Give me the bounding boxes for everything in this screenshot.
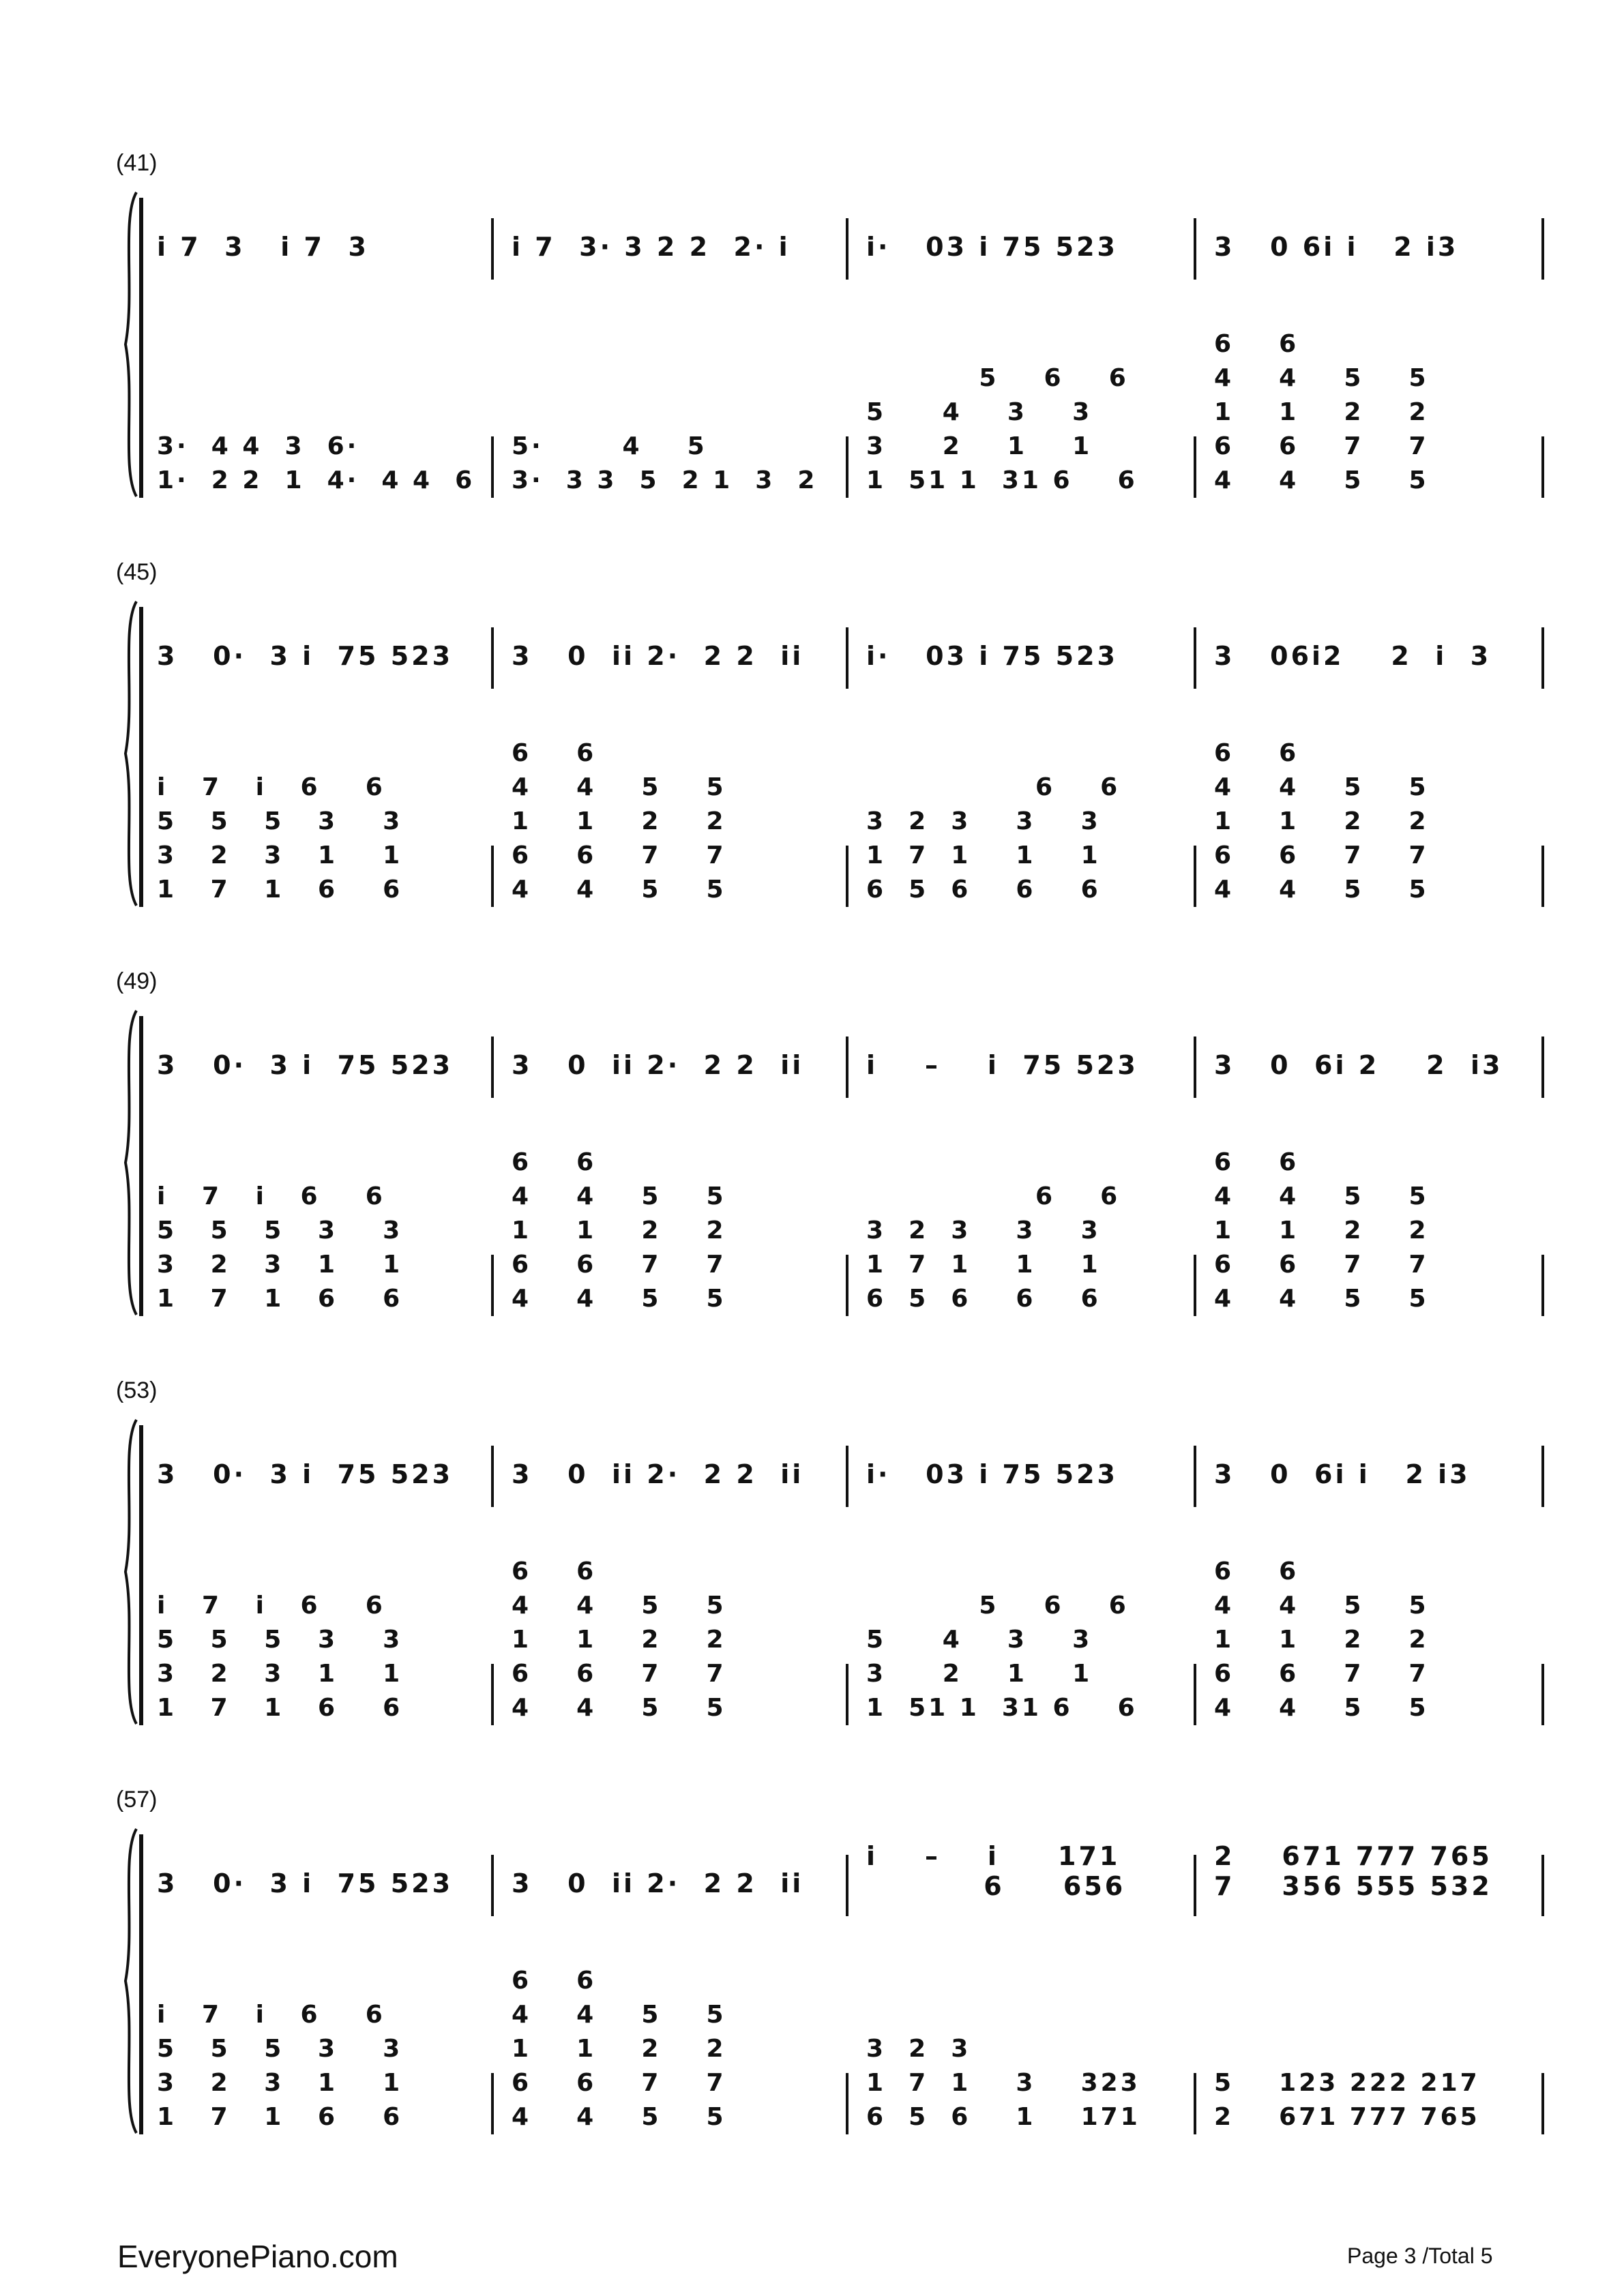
measure-number: (45)	[116, 559, 158, 585]
measure-notes: 6 6 3 2 3 3 3 1 7 1 1 1 6 5 6 6 6	[866, 1182, 1121, 1313]
barline	[846, 1855, 848, 1916]
measure-number: (49)	[116, 968, 158, 994]
measure-notes: i – i 171 6 656	[866, 1841, 1126, 1901]
right-hand-staff	[150, 1841, 1514, 1930]
barline	[846, 436, 848, 498]
music-system	[109, 150, 1521, 511]
measure-notes: i 7 i 6 6 5 5 5 3 3 3 2 3 1 1 1 7 1 6 6	[157, 773, 403, 904]
measure-notes: 6 6 4 4 5 5 1 1 2 2 6 6 7 7 4 4 5 5	[1214, 739, 1429, 904]
page-number: Page 3 /Total 5	[1347, 2243, 1493, 2268]
measure-notes: 6 6 3 2 3 3 3 1 7 1 1 1 6 5 6 6 6	[866, 773, 1121, 904]
measure-notes: 5 6 6 5 4 3 3 3 2 1 1 1 51 1 31 6 6	[866, 1592, 1138, 1722]
music-system	[109, 968, 1521, 1330]
barline	[1194, 218, 1196, 280]
system-bracket-line	[139, 1834, 143, 2134]
right-hand-staff	[150, 627, 1514, 702]
left-hand-staff	[150, 1548, 1514, 1725]
measure-notes: 3 0 6i i 2 i3	[1214, 1459, 1471, 1489]
left-hand-staff	[150, 730, 1514, 907]
measure-notes: i 7 i 6 6 5 5 5 3 3 3 2 3 1 1 1 7 1 6 6	[157, 1592, 403, 1722]
barline	[1194, 627, 1196, 689]
barline	[491, 218, 494, 280]
measure-notes: 6 6 4 4 5 5 1 1 2 2 6 6 7 7 4 4 5 5	[512, 1557, 726, 1722]
barline	[491, 1855, 494, 1916]
measure-notes: 6 6 4 4 5 5 1 1 2 2 6 6 7 7 4 4 5 5	[512, 1967, 726, 2131]
grand-staff-brace	[116, 1828, 141, 2134]
measure-notes: 6 6 4 4 5 5 1 1 2 2 6 6 7 7 4 4 5 5	[1214, 1148, 1429, 1313]
barline	[1194, 1255, 1196, 1316]
system-bracket-line	[139, 1016, 143, 1316]
right-hand-staff	[150, 218, 1514, 293]
measure-number: (53)	[116, 1377, 158, 1403]
barline	[846, 1255, 848, 1316]
right-hand-staff	[150, 1446, 1514, 1521]
measure-notes: 3 0 ii 2· 2 2 ii	[512, 1459, 804, 1489]
barline	[1194, 1664, 1196, 1725]
measure-notes: 3 0· 3 i 75 523	[157, 641, 454, 671]
right-hand-staff	[150, 1037, 1514, 1112]
barline	[1541, 846, 1544, 907]
measure-notes: 6 6 4 4 5 5 1 1 2 2 6 6 7 7 4 4 5 5	[1214, 330, 1429, 494]
barline	[491, 627, 494, 689]
music-system	[109, 1377, 1521, 1739]
barline	[1194, 1855, 1196, 1916]
barline	[1194, 436, 1196, 498]
barline	[491, 1255, 494, 1316]
barline	[846, 2073, 848, 2134]
barline	[1541, 1255, 1544, 1316]
barline	[491, 1664, 494, 1725]
measure-notes: 5· 4 5 3· 3 3 5 2 1 3 2	[512, 432, 818, 494]
barline	[1541, 2073, 1544, 2134]
barline	[491, 1446, 494, 1507]
grand-staff-brace	[116, 1418, 141, 1725]
barline	[1541, 436, 1544, 498]
barline	[491, 2073, 494, 2134]
system-bracket-line	[139, 607, 143, 907]
barline	[846, 627, 848, 689]
measure-notes: 3 0 6i i 2 i3	[1214, 232, 1459, 262]
measure-notes: i 7 i 6 6 5 5 5 3 3 3 2 3 1 1 1 7 1 6 6	[157, 1182, 403, 1313]
measure-notes: i· 03 i 75 523	[866, 232, 1118, 262]
grand-staff-brace	[116, 191, 141, 498]
barline	[1541, 218, 1544, 280]
measure-notes: 3 0 6i 2 2 i3	[1214, 1050, 1503, 1080]
barline	[846, 1664, 848, 1725]
system-bracket-line	[139, 198, 143, 498]
barline	[846, 846, 848, 907]
measure-notes: 5 123 222 217 2 671 777 765	[1214, 2069, 1480, 2131]
site-name: EveryonePiano.com	[117, 2239, 398, 2274]
measure-notes: 3 0 ii 2· 2 2 ii	[512, 641, 804, 671]
measure-number: (41)	[116, 150, 158, 176]
barline	[846, 218, 848, 280]
measure-notes: 3 0 ii 2· 2 2 ii	[512, 1868, 804, 1898]
measure-notes: 6 6 4 4 5 5 1 1 2 2 6 6 7 7 4 4 5 5	[1214, 1557, 1429, 1722]
measure-notes: 3 2 3 1 7 1 3 323 6 5 6 1 171	[866, 2035, 1140, 2131]
measure-notes: i 7 3 i 7 3	[157, 232, 369, 262]
left-hand-staff	[150, 1139, 1514, 1316]
barline	[491, 1037, 494, 1098]
measure-notes: 3 0· 3 i 75 523	[157, 1459, 454, 1489]
grand-staff-brace	[116, 1009, 141, 1316]
measure-notes: 2 671 777 765 7 356 555 532	[1214, 1841, 1492, 1901]
barline	[846, 1446, 848, 1507]
measure-notes: 3· 4 4 3 6· 1· 2 2 1 4· 4 4 6	[157, 432, 475, 494]
measure-notes: i· 03 i 75 523	[866, 1459, 1118, 1489]
measure-notes: 5 6 6 5 4 3 3 3 2 1 1 1 51 1 31 6 6	[866, 364, 1138, 494]
barline	[491, 846, 494, 907]
measure-notes: 6 6 4 4 5 5 1 1 2 2 6 6 7 7 4 4 5 5	[512, 1148, 726, 1313]
barline	[1541, 1664, 1544, 1725]
measure-notes: i 7 3· 3 2 2 2· i	[512, 232, 791, 262]
measure-notes: 6 6 4 4 5 5 1 1 2 2 6 6 7 7 4 4 5 5	[512, 739, 726, 904]
music-system	[109, 559, 1521, 921]
system-bracket-line	[139, 1425, 143, 1725]
measure-notes: 3 0· 3 i 75 523	[157, 1050, 454, 1080]
barline	[491, 436, 494, 498]
barline	[1194, 2073, 1196, 2134]
left-hand-staff	[150, 1957, 1514, 2134]
measure-number: (57)	[116, 1787, 158, 1813]
barline	[1541, 1855, 1544, 1916]
left-hand-staff	[150, 320, 1514, 498]
measure-notes: i· 03 i 75 523	[866, 641, 1118, 671]
grand-staff-brace	[116, 600, 141, 907]
measure-notes: 3 0 ii 2· 2 2 ii	[512, 1050, 804, 1080]
barline	[846, 1037, 848, 1098]
barline	[1541, 1446, 1544, 1507]
measure-notes: i – i 75 523	[866, 1050, 1138, 1080]
measure-notes: 3 0· 3 i 75 523	[157, 1868, 454, 1898]
music-system	[109, 1787, 1521, 2148]
barline	[1194, 846, 1196, 907]
barline	[1194, 1037, 1196, 1098]
measure-notes: i 7 i 6 6 5 5 5 3 3 3 2 3 1 1 1 7 1 6 6	[157, 2001, 403, 2131]
measure-notes: 3 06i2 2 i 3	[1214, 641, 1492, 671]
barline	[1541, 1037, 1544, 1098]
barline	[1194, 1446, 1196, 1507]
barline	[1541, 627, 1544, 689]
